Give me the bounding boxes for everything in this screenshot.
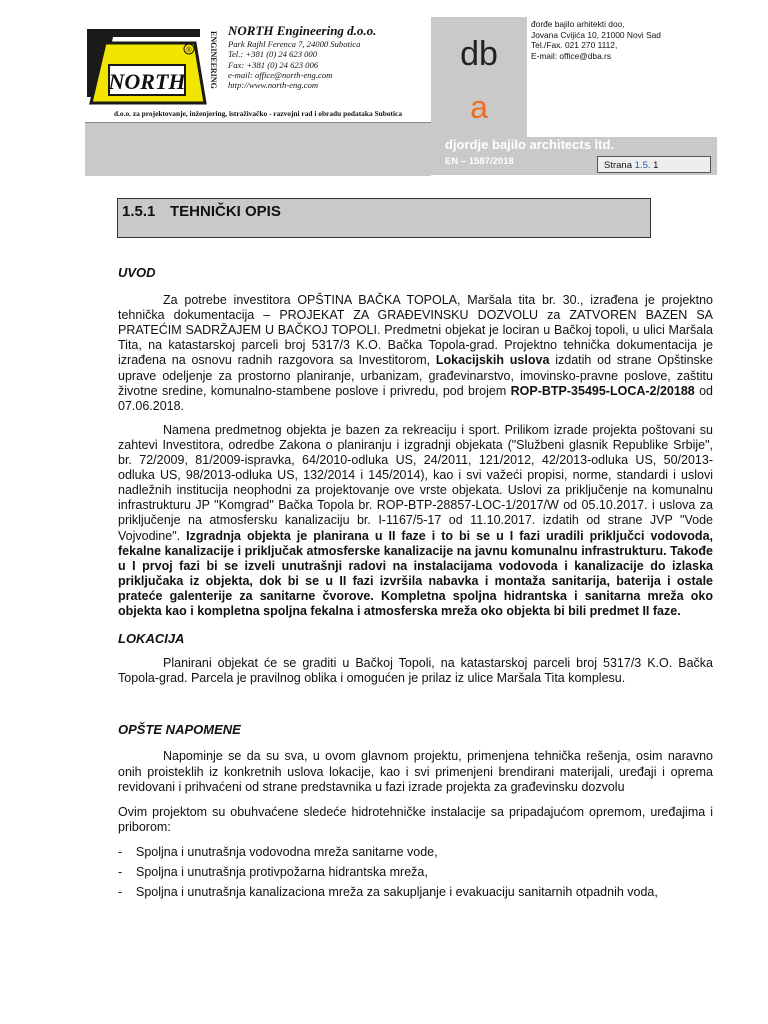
north-tel: Tel.: +381 (0) 24 623 000 (228, 49, 318, 60)
north-logo (85, 19, 225, 109)
text-run: od 07.06.2018. (118, 383, 713, 413)
page-label: Strana (604, 160, 632, 171)
dba-tagline: djordje bajilo architects ltd. (445, 137, 615, 152)
heading-opste-napomene: OPŠTE NAPOMENE (118, 722, 241, 738)
section-title: TEHNIČKI OPIS (170, 203, 281, 220)
north-web: http://www.north-eng.com (228, 80, 319, 91)
bold-text-run: Izgradnja objekta je planirana u II faze i to bi se u I fazi uradili priključci vodovoda, fekalne kanalizacije i priključak atmosferske kanalizacije na javnu komunalnu infrastrukturu. Takođe u I prvoj fazi bi se izveli unutrašnji radovi na instalacijama vodovoda i kanalizacije do izlaska priključaka iz objekta, dok bi se u II fazi izvršila nabavka i montaža sanitarija, baterija i ostale prateće galenterije za sanitarne čvorove. Kompletna spoljna hidrantska i sanitarna mreža oko objekta kao i kompletna spoljna fekalna i atmosferska mreža oko objekta bi bili predmet II faze. (118, 528, 713, 618)
north-tagline: d.o.o. za projektovanje, inženjering, istraživačko - razvojni rad i obradu podataka Subotica (113, 109, 403, 118)
north-fax: Fax: +381 (0) 24 623 006 (228, 59, 319, 70)
dba-logo-block (431, 17, 527, 137)
heading-uvod: UVOD (118, 265, 156, 280)
list-item: - Spoljna i unutrašnja vodovodna mreža sanitarne vode, (118, 845, 713, 860)
north-company-name: NORTH Engineering d.o.o. (228, 23, 377, 38)
page-section: 1.5. (634, 160, 651, 171)
logo-text: NORTH (108, 69, 186, 94)
dba-logo-db: db (460, 35, 498, 73)
dba-info-line: E-mail: office@dba.rs (531, 50, 612, 61)
heading-lokacija: LOKACIJA (118, 631, 185, 647)
dba-contact-info (531, 19, 717, 61)
bold-text-run: Lokacijskih uslova (435, 353, 550, 368)
dba-logo-a: a (470, 89, 488, 125)
lokacija-paragraph: Planirani objekat će se graditi u Bačkoj Topoli, na katastarskoj parceli broj 5317/3 K.O. Bačka Topola-grad. Parcela je pravilnog oblika i omogućen je prilaz iz ulice Maršala Tita komplesu. (118, 656, 713, 686)
list-item: - Spoljna i unutrašnja kanalizaciona mreža za sakupljanje i evakuaciju sanitarnih otpadnih voda, (118, 885, 713, 900)
text-run: Za potrebe investitora OPŠTINA BAČKA TOPOLA, Maršala tita br. 30., izrađena je projektno tehnička dokumentacija – PROJEKAT ZA GRAĐEVINSKU DOZVOLU za ZATVOREN BAZEN SA PRATEĆIM SADRŽAJEM U BAČKOJ TOPOLI. Predmetni objekat je lociran u Bačkoj topoli, u ulici Maršala Tita, na katastarskoj parceli broj 5317/3 K.O. Bačka Topola-grad. Projektno tehnička dokumentacija je izrađena na osnovu radnih razgovora sa Investitorom, (118, 293, 713, 368)
dba-tagline-band (431, 137, 717, 175)
installations-list (118, 845, 713, 900)
bold-text-run: ROP-BTP-35495-LOCA-2/20188 (510, 383, 695, 398)
section-number: 1.5.1 (122, 203, 156, 220)
napomene-paragraph-2: Ovim projektom su obuhvaćene sledeće hidrotehničke instalacije sa pripadajućom opremom, uređajima i priborom: (118, 804, 713, 834)
napomene-paragraph-1: Napominje se da su sva, u ovom glavnom projektu, primenjena tehnička rešenja, osim naravno onih proisteklih iz konkretnih uslova lokacije, kao i svi primenjeni brendirani materijali, uređaji i oprema revidovani i prihvaćeni od strane predstavnika u fazi izrade projekta za građevinsku dozvolu (118, 749, 713, 794)
dba-info-line: Tel./Fax. 021 270 1112, (531, 40, 618, 50)
list-item: - Spoljna i unutrašnja protivpožarna hidrantska mreža, (118, 865, 713, 880)
north-engineering-block (85, 17, 431, 175)
page-number: 1 (653, 160, 659, 171)
uvod-paragraph-2 (118, 423, 713, 619)
north-address: Park Rajhl Ferenca 7, 24000 Subotica (228, 39, 361, 49)
registered-mark: ® (186, 47, 192, 54)
section-title-box (117, 198, 651, 238)
page-number-box (597, 156, 711, 173)
header-gray-band (85, 122, 431, 176)
dba-info-line: đorđe bajilo arhitekti doo, (531, 19, 625, 29)
north-email: e-mail: office@north-eng.com (228, 69, 333, 80)
dba-info-line: Jovana Cvijića 10, 21000 Novi Sad (531, 29, 661, 40)
document-body (118, 265, 713, 905)
logo-vertical-text: ENGINEERING (209, 31, 218, 89)
document-header (85, 17, 717, 175)
text-run: Namena predmetnog objekta je bazen za rekreaciju i sport. Prilikom izrade projekta poštovani su zahtevi Investitora, odredbe Zakona o planiranju i izgradnji objekata ("Službeni glasnik Republike Srbije", br. 72/2009, 81/2009-ispravka, 64/2010-odluka US, 24/2011, 121/2012, 42/2013-odluka US, 50/2013-odluka US, 98/2013-odluka US, 132/2014 i 145/2014), kao i svi važeći propisi, norme, standardi i uslovi nadležnih institucija neophodni za projektovanje ove vrste objekata. Uslovi za priključenje na komunalnu infrastrukturu JP "Komgrad" Bačka Topola br. ROP-BTP-28857-LOC-1/2017/W od 05.10.2017. i uslova za priključenje na atmosfersku kanalizaciju br. I-1167/5-17 od 11.10.2017. izdatih od strane JVP "Vode Vojvodine". (118, 422, 713, 543)
text-run: izdatih od strane Opštinske uprave odeljenje za prostorno planiranje, urbanizam, građevinarstvo, imovinsko-pravne poslove, zaštitu životne sredine, komunalno-stambene poslove i privredu, pod brojem (118, 353, 713, 398)
document-number: EN – 1587/2018 (445, 156, 514, 167)
north-contact-info (228, 23, 428, 90)
uvod-paragraph-1 (118, 293, 713, 414)
